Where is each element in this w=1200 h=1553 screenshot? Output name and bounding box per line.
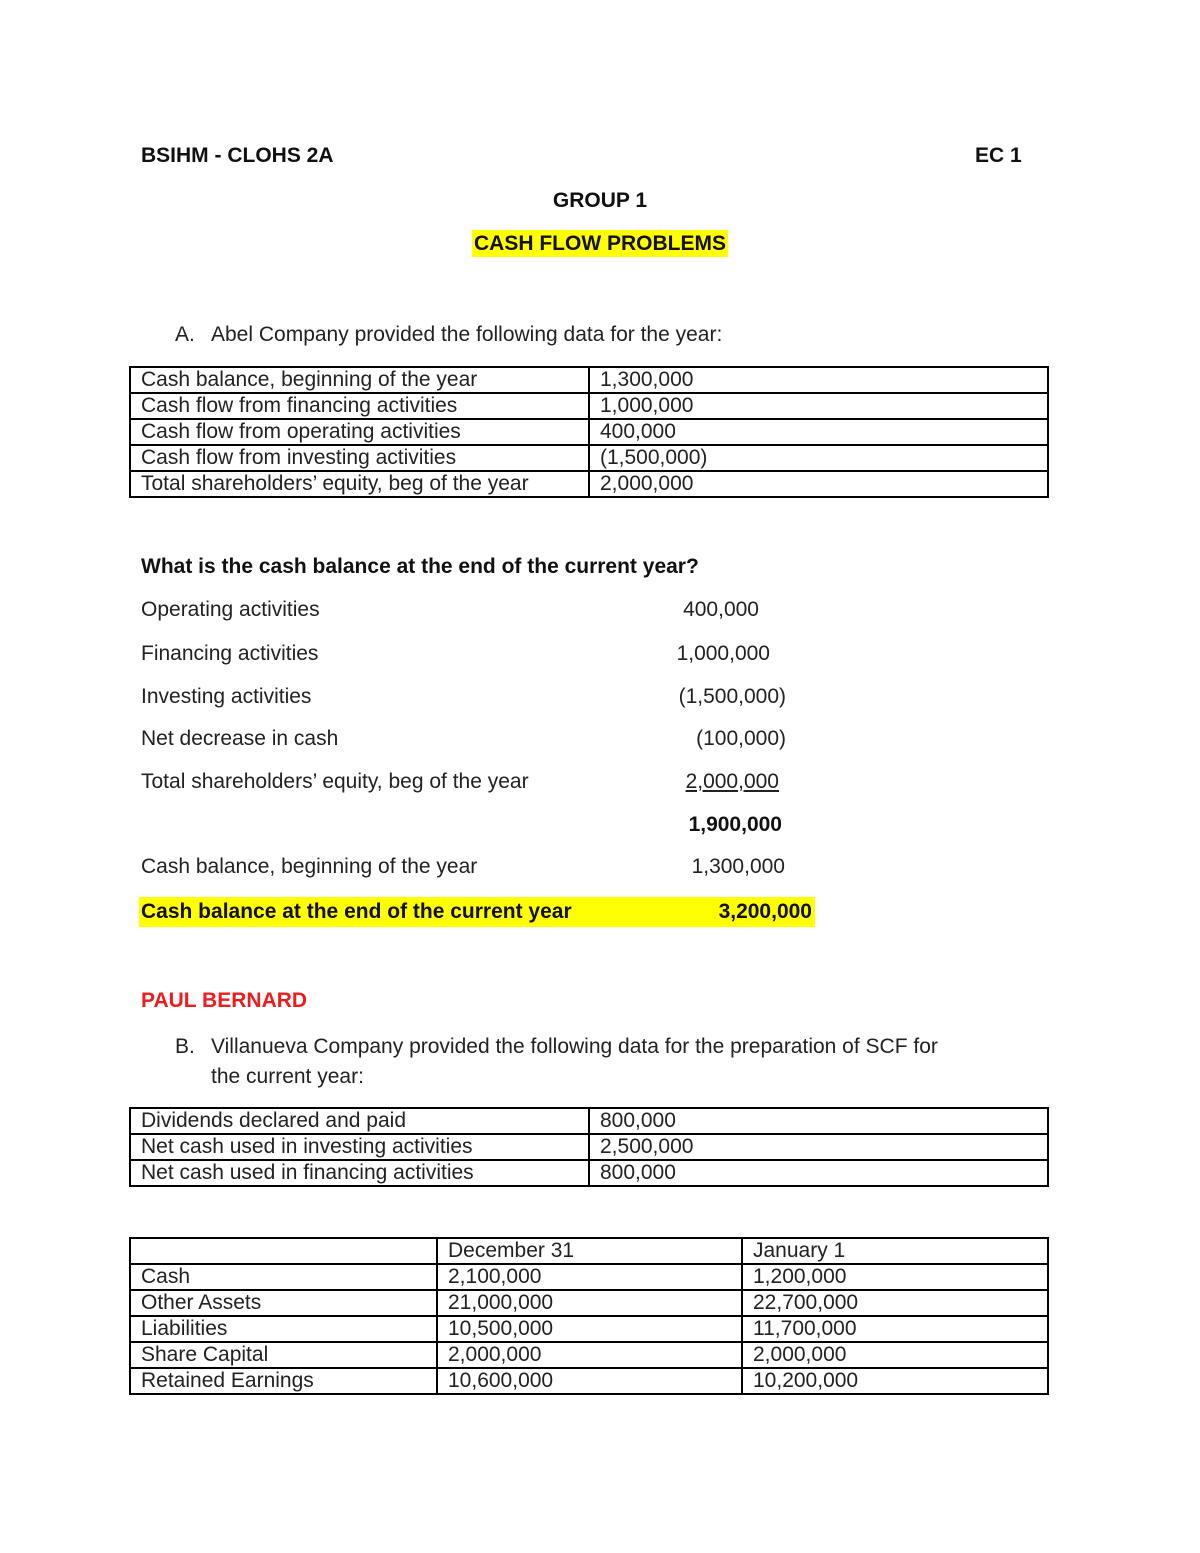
doc-title-wrap: [0, 232, 1200, 256]
table-cell-label: Net cash used in financing activities: [130, 1160, 589, 1186]
problem-b-intro-line2: the current year:: [211, 1065, 364, 1088]
table-cell-value: 1,200,000: [742, 1264, 1048, 1290]
table-cell-value: 800,000: [589, 1108, 1048, 1134]
table-cell-label: Other Assets: [130, 1290, 437, 1316]
table-cell-value: 400,000: [589, 419, 1048, 445]
table-row: [130, 445, 1048, 471]
calc-label: Operating activities: [141, 598, 320, 621]
table-row: [130, 1342, 1048, 1368]
table-cell-label: Share Capital: [130, 1342, 437, 1368]
table-cell-value: 2,500,000: [589, 1134, 1048, 1160]
answer-label: Cash balance at the end of the current year: [141, 900, 572, 923]
table-cell-label: Cash flow from investing activities: [130, 445, 589, 471]
calc-value: 1,000,000: [676, 642, 770, 665]
problem-a-table: [129, 366, 1049, 498]
table-row: [130, 1108, 1048, 1134]
table-cell-value: 22,700,000: [742, 1290, 1048, 1316]
group-title: GROUP 1: [552, 189, 648, 212]
table-cell-value: 10,600,000: [437, 1368, 742, 1394]
course-code: BSIHM - CLOHS 2A: [141, 144, 334, 167]
table-cell-label: Net cash used in investing activities: [130, 1134, 589, 1160]
table-cell-value: 10,200,000: [742, 1368, 1048, 1394]
answer-value: 3,200,000: [718, 900, 812, 923]
table-cell-value: 2,100,000: [437, 1264, 742, 1290]
problem-b-table2: [129, 1237, 1049, 1395]
table-cell-label: Dividends declared and paid: [130, 1108, 589, 1134]
table-header-row: [130, 1238, 1048, 1264]
subject-code: EC 1: [975, 144, 1022, 167]
doc-title: CASH FLOW PROBLEMS: [474, 232, 726, 255]
problem-b-intro-line1: Villanueva Company provided the following data for the preparation of SCF for: [211, 1035, 938, 1058]
calc-label: Net decrease in cash: [141, 727, 339, 750]
calc-label: Financing activities: [141, 642, 319, 665]
table-row: [130, 471, 1048, 497]
table-cell-label: Cash: [130, 1264, 437, 1290]
table-cell-label: Retained Earnings: [130, 1368, 437, 1394]
calc-value: (100,000): [696, 727, 786, 750]
table-header-cell: December 31: [437, 1238, 742, 1264]
problem-b-marker: B.: [175, 1035, 195, 1058]
table-cell-label: Cash balance, beginning of the year: [130, 367, 589, 393]
table-cell-value: 10,500,000: [437, 1316, 742, 1342]
table-cell-value: 1,000,000: [589, 393, 1048, 419]
problem-a-marker: A.: [175, 323, 195, 346]
table-cell-label: Liabilities: [130, 1316, 437, 1342]
table-cell-value: 2,000,000: [589, 471, 1048, 497]
problem-a-intro: Abel Company provided the following data for the year:: [211, 323, 723, 346]
problem-b-table1: [129, 1107, 1049, 1187]
table-cell-value: 2,000,000: [437, 1342, 742, 1368]
calc-value: 400,000: [683, 598, 759, 621]
calc-value: 1,300,000: [691, 855, 785, 878]
table-row: [130, 419, 1048, 445]
table-row: [130, 1316, 1048, 1342]
table-row: [130, 1134, 1048, 1160]
table-row: [130, 1160, 1048, 1186]
table-cell-label: Cash flow from financing activities: [130, 393, 589, 419]
table-row: [130, 1368, 1048, 1394]
table-cell-value: 11,700,000: [742, 1316, 1048, 1342]
calc-subtotal: 1,900,000: [688, 813, 782, 836]
table-row: [130, 1290, 1048, 1316]
table-row: [130, 393, 1048, 419]
table-cell-value: 21,000,000: [437, 1290, 742, 1316]
table-row: [130, 367, 1048, 393]
table-cell-value: (1,500,000): [589, 445, 1048, 471]
table-cell-value: 2,000,000: [742, 1342, 1048, 1368]
problem-a-question: What is the cash balance at the end of the current year?: [141, 555, 699, 578]
calc-label: Investing activities: [141, 685, 312, 708]
calc-label: Total shareholders’ equity, beg of the year: [141, 770, 529, 793]
calc-value: (1,500,000): [678, 685, 786, 708]
table-cell-value: 800,000: [589, 1160, 1048, 1186]
author-name: PAUL BERNARD: [141, 989, 308, 1012]
table-cell-label: Total shareholders’ equity, beg of the year: [130, 471, 589, 497]
table-header-cell: [130, 1238, 437, 1264]
calc-value-underlined: 2,000,000: [685, 770, 779, 793]
table-row: [130, 1264, 1048, 1290]
table-header-cell: January 1: [742, 1238, 1048, 1264]
table-cell-label: Cash flow from operating activities: [130, 419, 589, 445]
table-cell-value: 1,300,000: [589, 367, 1048, 393]
calc-label: Cash balance, beginning of the year: [141, 855, 478, 878]
